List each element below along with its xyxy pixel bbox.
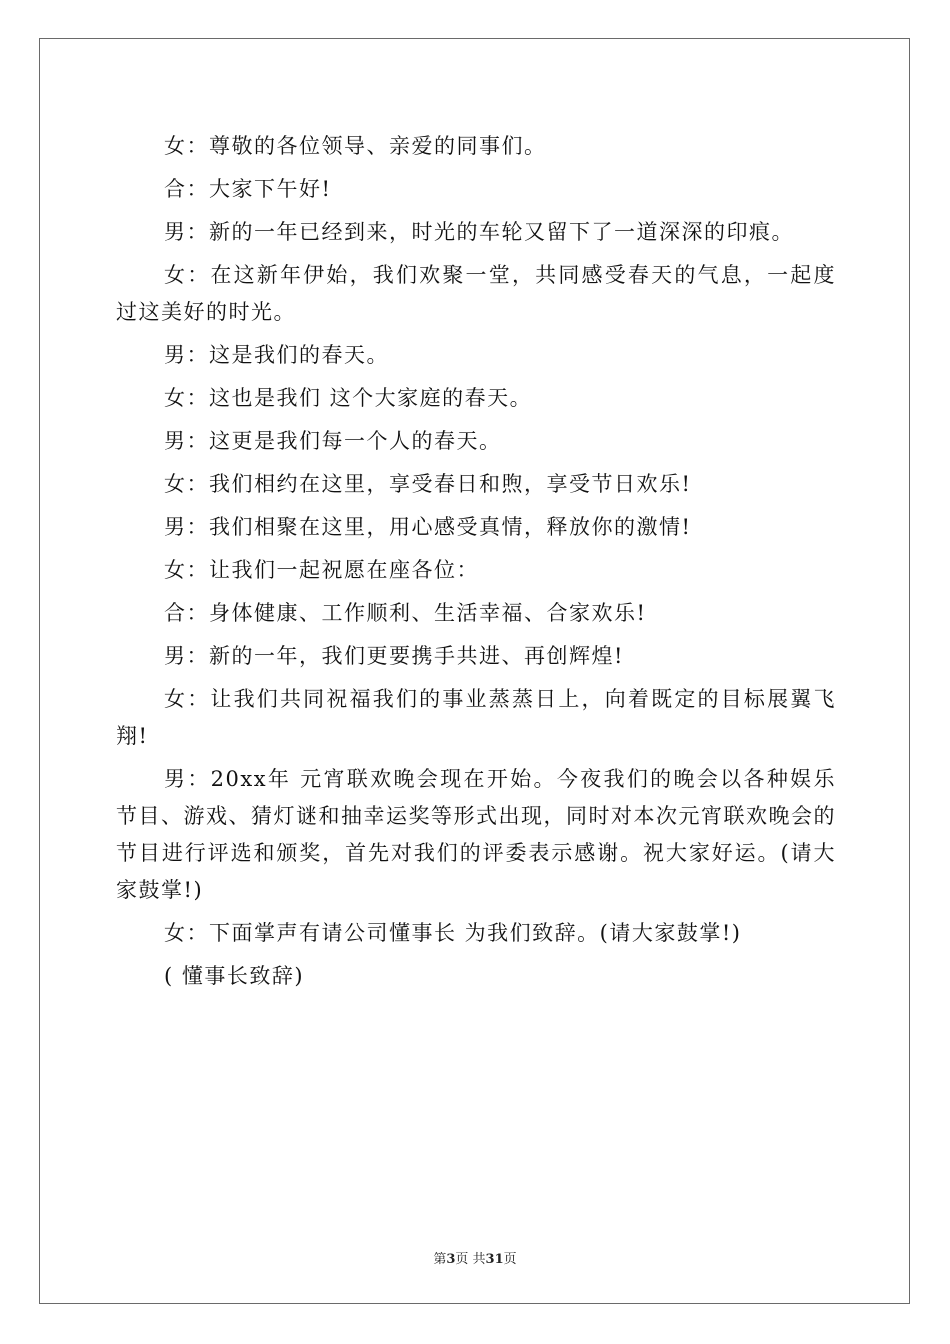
footer-prefix: 第 xyxy=(433,1252,447,1267)
paragraph: ( 懂事长致辞) xyxy=(164,964,305,988)
paragraph: 合：大家下午好! xyxy=(164,177,332,201)
footer-mid: 页 共 xyxy=(455,1252,486,1267)
page-number-footer xyxy=(0,1248,950,1267)
paragraph: 女：我们相约在这里，享受春日和煦，享受节日欢乐! xyxy=(164,472,692,496)
paragraph: 女：在这新年伊始，我们欢聚一堂，共同感受春天的气息，一起度过这美好的时光。 xyxy=(116,263,836,324)
total-page-count: 31 xyxy=(485,1252,504,1267)
current-page-number: 3 xyxy=(446,1252,456,1267)
paragraph: 合：身体健康、工作顺利、生活幸福、合家欢乐! xyxy=(164,601,647,625)
paragraph: 女：让我们一起祝愿在座各位： xyxy=(164,558,479,582)
paragraph: 女：让我们共同祝福我们的事业蒸蒸日上，向着既定的目标展翼飞翔! xyxy=(116,687,836,748)
paragraph: 男：20xx年 元宵联欢晚会现在开始。今夜我们的晚会以各种娱乐节目、游戏、猜灯谜和抽幸运奖等形式出现，同时对本次元宵联欢晚会的节目进行评选和颁奖，首先对我们的评委表示感谢。祝大家好运。(请大家鼓掌!) xyxy=(116,767,836,902)
paragraph: 男：新的一年已经到来，时光的车轮又留下了一道深深的印痕。 xyxy=(164,220,794,244)
paragraph: 女：下面掌声有请公司懂事长 为我们致辞。(请大家鼓掌!) xyxy=(164,921,742,945)
paragraph: 男：我们相聚在这里，用心感受真情，释放你的激情! xyxy=(164,515,692,539)
footer-suffix: 页 xyxy=(503,1252,517,1267)
paragraph: 男：这是我们的春天。 xyxy=(164,343,389,367)
document-body xyxy=(116,128,836,1001)
paragraph: 男：新的一年，我们更要携手共进、再创辉煌! xyxy=(164,644,624,668)
paragraph: 女：尊敬的各位领导、亲爱的同事们。 xyxy=(164,134,547,158)
paragraph: 男：这更是我们每一个人的春天。 xyxy=(164,429,502,453)
paragraph: 女：这也是我们 这个大家庭的春天。 xyxy=(164,386,533,410)
